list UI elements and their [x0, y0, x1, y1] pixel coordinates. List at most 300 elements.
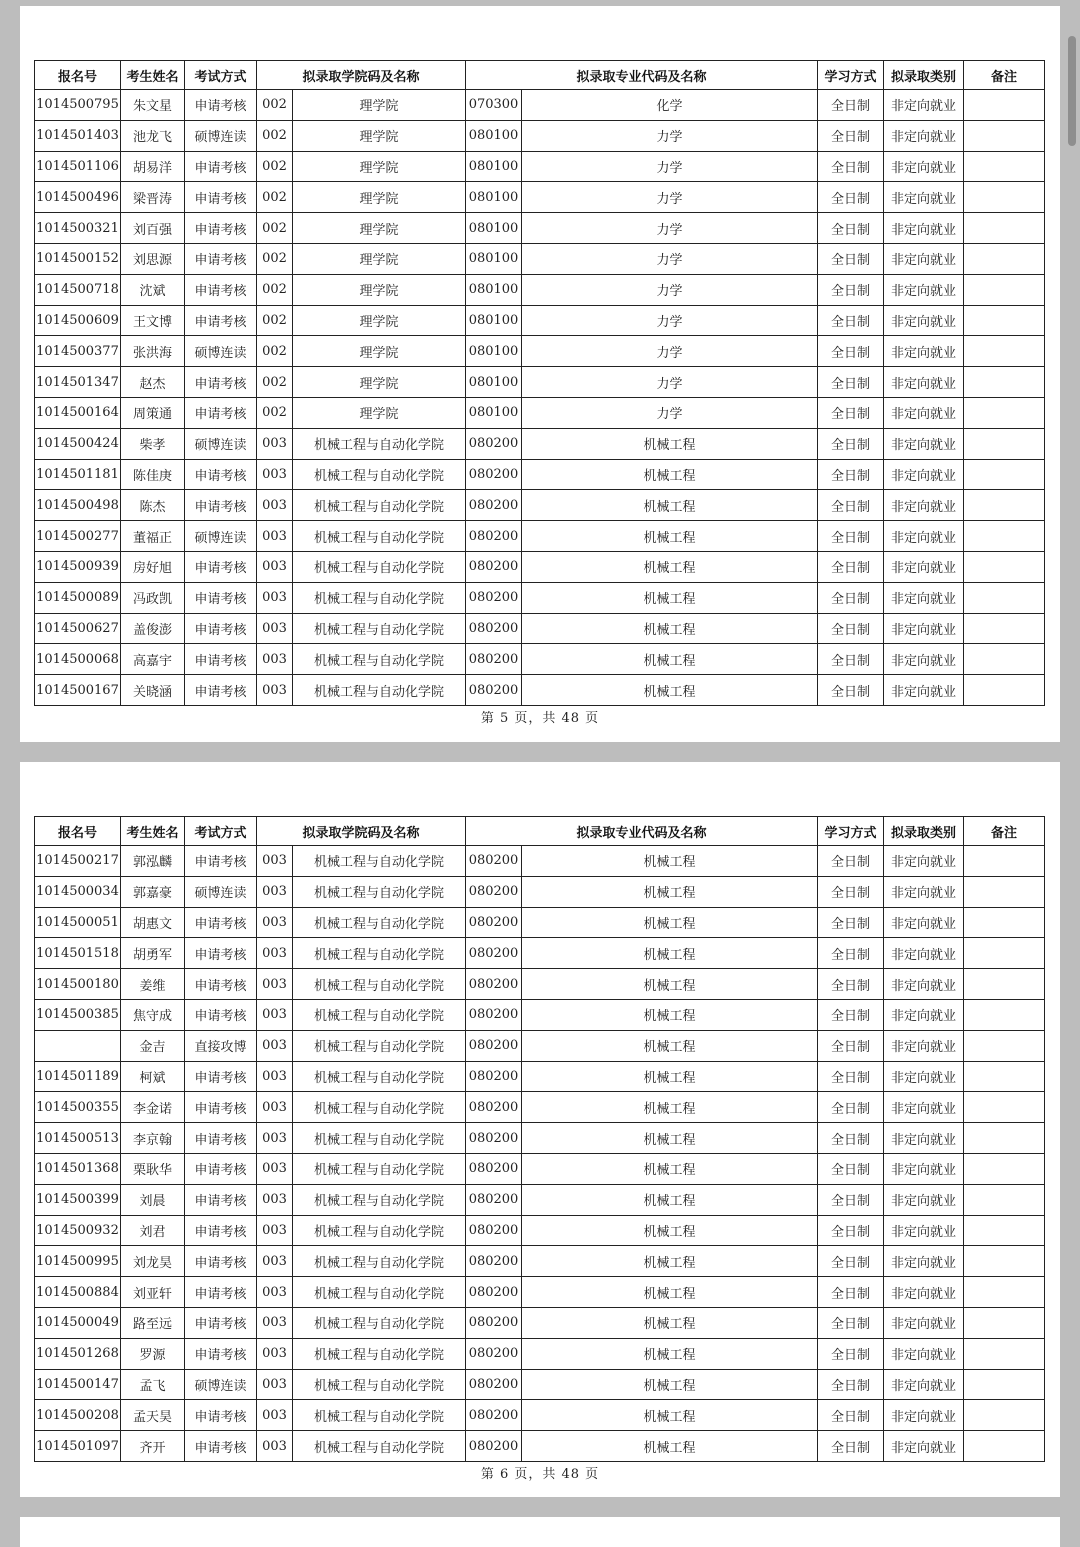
table-row: [35, 151, 1045, 182]
page-footer: 第 5 页，共 48 页: [480, 711, 600, 726]
major-name-cell: 机械工程: [522, 613, 818, 644]
major-code-cell: 080200: [466, 551, 522, 582]
exam-method-cell: 申请考核: [185, 1307, 257, 1338]
major-name-cell: 机械工程: [522, 675, 818, 706]
major-name-cell: 机械工程: [522, 1400, 818, 1431]
admission-category-cell: 非定向就业: [884, 336, 964, 367]
table-row: [35, 1246, 1045, 1277]
remarks-cell: [964, 521, 1045, 552]
college-code-cell: 003: [257, 1092, 293, 1123]
study-mode-cell: 全日制: [818, 999, 884, 1030]
admission-category-cell: 非定向就业: [884, 582, 964, 613]
document-page-5: [20, 6, 1060, 742]
remarks-cell: [964, 367, 1045, 398]
remarks-cell: [964, 459, 1045, 490]
candidate-name-cell: 栗耿华: [121, 1153, 185, 1184]
exam-method-cell: 申请考核: [185, 151, 257, 182]
study-mode-cell: 全日制: [818, 243, 884, 274]
major-name-cell: 力学: [522, 182, 818, 213]
major-name-cell: 机械工程: [522, 907, 818, 938]
remarks-cell: [964, 336, 1045, 367]
exam-method-cell: 硕博连读: [185, 876, 257, 907]
remarks-cell: [964, 151, 1045, 182]
major-name-cell: 机械工程: [522, 846, 818, 877]
remarks-cell: [964, 582, 1045, 613]
major-code-cell: 080200: [466, 907, 522, 938]
remarks-cell: [964, 876, 1045, 907]
table-row: [35, 846, 1045, 877]
table-row: [35, 1338, 1045, 1369]
admission-category-cell: 非定向就业: [884, 1153, 964, 1184]
reg-number-cell: 1014500034: [35, 876, 121, 907]
reg-number-cell: 1014501181: [35, 459, 121, 490]
admission-category-cell: 非定向就业: [884, 876, 964, 907]
college-name-cell: 机械工程与自动化学院: [293, 876, 466, 907]
reg-number-cell: 1014500385: [35, 999, 121, 1030]
college-name-cell: 理学院: [293, 274, 466, 305]
college-name-cell: 机械工程与自动化学院: [293, 1307, 466, 1338]
exam-method-cell: 申请考核: [185, 90, 257, 121]
remarks-cell: [964, 490, 1045, 521]
admission-table-page-6: [34, 816, 1045, 1462]
table-row: [35, 120, 1045, 151]
admission-category-cell: 非定向就业: [884, 274, 964, 305]
reg-number-cell: 1014500609: [35, 305, 121, 336]
reg-number-cell: 1014500355: [35, 1092, 121, 1123]
study-mode-cell: 全日制: [818, 1092, 884, 1123]
major-code-cell: 080100: [466, 243, 522, 274]
remarks-cell: [964, 1369, 1045, 1400]
candidate-name-cell: 齐开: [121, 1431, 185, 1462]
admission-category-cell: 非定向就业: [884, 120, 964, 151]
candidate-name-cell: 孟飞: [121, 1369, 185, 1400]
table-row: [35, 1307, 1045, 1338]
major-code-cell: 080100: [466, 120, 522, 151]
candidate-name-cell: 焦守成: [121, 999, 185, 1030]
admission-category-cell: 非定向就业: [884, 1431, 964, 1462]
exam-method-cell: 硕博连读: [185, 1369, 257, 1400]
reg-number-cell: 1014500217: [35, 846, 121, 877]
candidate-name-cell: 池龙飞: [121, 120, 185, 151]
admission-category-cell: 非定向就业: [884, 644, 964, 675]
candidate-name-cell: 胡勇军: [121, 938, 185, 969]
college-name-cell: 机械工程与自动化学院: [293, 459, 466, 490]
reg-number-cell: 1014500627: [35, 613, 121, 644]
exam-method-cell: 申请考核: [185, 938, 257, 969]
table-row: [35, 907, 1045, 938]
major-code-cell: 080200: [466, 582, 522, 613]
college-code-cell: 002: [257, 182, 293, 213]
major-name-cell: 机械工程: [522, 644, 818, 675]
exam-method-cell: 申请考核: [185, 367, 257, 398]
candidate-name-cell: 金吉: [121, 1030, 185, 1061]
exam-method-cell: 申请考核: [185, 1246, 257, 1277]
college-code-cell: 002: [257, 213, 293, 244]
major-name-cell: 机械工程: [522, 1369, 818, 1400]
remarks-cell: [964, 90, 1045, 121]
reg-number-cell: 1014500180: [35, 969, 121, 1000]
admission-category-cell: 非定向就业: [884, 999, 964, 1030]
exam-method-cell: 硕博连读: [185, 428, 257, 459]
college-code-cell: 003: [257, 459, 293, 490]
reg-number-cell: [35, 1030, 121, 1061]
table-row: [35, 428, 1045, 459]
major-code-cell: 080100: [466, 397, 522, 428]
college-code-cell: 003: [257, 1400, 293, 1431]
study-mode-cell: 全日制: [818, 1369, 884, 1400]
college-code-cell: 002: [257, 120, 293, 151]
admission-category-cell: 非定向就业: [884, 428, 964, 459]
table-row: [35, 243, 1045, 274]
exam-method-cell: 申请考核: [185, 1277, 257, 1308]
study-mode-cell: 全日制: [818, 1307, 884, 1338]
major-name-cell: 力学: [522, 120, 818, 151]
study-mode-cell: 全日制: [818, 876, 884, 907]
remarks-cell: [964, 305, 1045, 336]
college-code-cell: 003: [257, 1338, 293, 1369]
admission-category-cell: 非定向就业: [884, 907, 964, 938]
exam-method-cell: 硕博连读: [185, 336, 257, 367]
college-name-cell: 机械工程与自动化学院: [293, 1215, 466, 1246]
admission-category-cell: 非定向就业: [884, 1369, 964, 1400]
header-exam-method: 考试方式: [185, 61, 257, 90]
college-code-cell: 003: [257, 907, 293, 938]
reg-number-cell: 1014501189: [35, 1061, 121, 1092]
candidate-name-cell: 柴孝: [121, 428, 185, 459]
college-code-cell: 003: [257, 1030, 293, 1061]
major-code-cell: 080200: [466, 876, 522, 907]
college-code-cell: 002: [257, 274, 293, 305]
college-name-cell: 理学院: [293, 367, 466, 398]
candidate-name-cell: 朱文星: [121, 90, 185, 121]
major-code-cell: 080200: [466, 1153, 522, 1184]
table-row: [35, 367, 1045, 398]
college-name-cell: 机械工程与自动化学院: [293, 1184, 466, 1215]
major-name-cell: 机械工程: [522, 1431, 818, 1462]
candidate-name-cell: 冯政凯: [121, 582, 185, 613]
remarks-cell: [964, 1307, 1045, 1338]
exam-method-cell: 申请考核: [185, 182, 257, 213]
college-name-cell: 机械工程与自动化学院: [293, 907, 466, 938]
header-admission-category: 拟录取类别: [884, 61, 964, 90]
admission-category-cell: 非定向就业: [884, 305, 964, 336]
vertical-scrollbar[interactable]: [1068, 36, 1076, 146]
remarks-cell: [964, 999, 1045, 1030]
major-code-cell: 080200: [466, 675, 522, 706]
table-row: [35, 876, 1045, 907]
major-code-cell: 080200: [466, 1030, 522, 1061]
header-college: 拟录取学院码及名称: [257, 61, 466, 90]
study-mode-cell: 全日制: [818, 1338, 884, 1369]
college-code-cell: 003: [257, 876, 293, 907]
exam-method-cell: 直接攻博: [185, 1030, 257, 1061]
major-code-cell: 080200: [466, 999, 522, 1030]
college-code-cell: 003: [257, 1215, 293, 1246]
college-code-cell: 003: [257, 551, 293, 582]
major-code-cell: 080200: [466, 1369, 522, 1400]
study-mode-cell: 全日制: [818, 1246, 884, 1277]
candidate-name-cell: 沈斌: [121, 274, 185, 305]
reg-number-cell: 1014500884: [35, 1277, 121, 1308]
candidate-name-cell: 陈杰: [121, 490, 185, 521]
admission-category-cell: 非定向就业: [884, 969, 964, 1000]
admission-category-cell: 非定向就业: [884, 459, 964, 490]
remarks-cell: [964, 1277, 1045, 1308]
candidate-name-cell: 李金诺: [121, 1092, 185, 1123]
candidate-name-cell: 路至远: [121, 1307, 185, 1338]
major-code-cell: 080200: [466, 1431, 522, 1462]
major-code-cell: 080200: [466, 1338, 522, 1369]
college-name-cell: 理学院: [293, 305, 466, 336]
remarks-cell: [964, 213, 1045, 244]
study-mode-cell: 全日制: [818, 305, 884, 336]
reg-number-cell: 1014500939: [35, 551, 121, 582]
study-mode-cell: 全日制: [818, 938, 884, 969]
remarks-cell: [964, 397, 1045, 428]
admission-category-cell: 非定向就业: [884, 1184, 964, 1215]
admission-category-cell: 非定向就业: [884, 90, 964, 121]
college-name-cell: 理学院: [293, 336, 466, 367]
table-row: [35, 1400, 1045, 1431]
header-candidate-name: 考生姓名: [121, 61, 185, 90]
remarks-cell: [964, 1184, 1045, 1215]
candidate-name-cell: 刘龙昊: [121, 1246, 185, 1277]
major-name-cell: 力学: [522, 243, 818, 274]
table-row: [35, 582, 1045, 613]
admission-category-cell: 非定向就业: [884, 1215, 964, 1246]
major-name-cell: 机械工程: [522, 459, 818, 490]
admission-table-page-5: [34, 60, 1045, 706]
study-mode-cell: 全日制: [818, 675, 884, 706]
college-code-cell: 003: [257, 969, 293, 1000]
major-code-cell: 080200: [466, 1246, 522, 1277]
study-mode-cell: 全日制: [818, 397, 884, 428]
college-code-cell: 003: [257, 999, 293, 1030]
college-name-cell: 机械工程与自动化学院: [293, 1123, 466, 1154]
major-code-cell: 080100: [466, 336, 522, 367]
major-code-cell: 080200: [466, 1215, 522, 1246]
candidate-name-cell: 刘亚轩: [121, 1277, 185, 1308]
remarks-cell: [964, 1215, 1045, 1246]
college-name-cell: 机械工程与自动化学院: [293, 1061, 466, 1092]
college-name-cell: 机械工程与自动化学院: [293, 613, 466, 644]
reg-number-cell: 1014500377: [35, 336, 121, 367]
college-code-cell: 003: [257, 1277, 293, 1308]
exam-method-cell: 申请考核: [185, 675, 257, 706]
college-code-cell: 003: [257, 644, 293, 675]
college-name-cell: 机械工程与自动化学院: [293, 1030, 466, 1061]
admission-category-cell: 非定向就业: [884, 1123, 964, 1154]
candidate-name-cell: 姜维: [121, 969, 185, 1000]
admission-category-cell: 非定向就业: [884, 1246, 964, 1277]
exam-method-cell: 申请考核: [185, 1153, 257, 1184]
reg-number-cell: 1014500718: [35, 274, 121, 305]
table-row: [35, 1061, 1045, 1092]
document-page-7-top: [20, 1517, 1060, 1547]
exam-method-cell: 申请考核: [185, 551, 257, 582]
header-registration-number: 报名号: [35, 817, 121, 846]
exam-method-cell: 申请考核: [185, 274, 257, 305]
candidate-name-cell: 刘君: [121, 1215, 185, 1246]
college-name-cell: 机械工程与自动化学院: [293, 1246, 466, 1277]
candidate-name-cell: 胡易洋: [121, 151, 185, 182]
major-name-cell: 机械工程: [522, 1123, 818, 1154]
college-name-cell: 机械工程与自动化学院: [293, 938, 466, 969]
reg-number-cell: 1014500068: [35, 644, 121, 675]
table-row: [35, 675, 1045, 706]
remarks-cell: [964, 1061, 1045, 1092]
header-exam-method: 考试方式: [185, 817, 257, 846]
exam-method-cell: 硕博连读: [185, 521, 257, 552]
reg-number-cell: 1014500399: [35, 1184, 121, 1215]
reg-number-cell: 1014500208: [35, 1400, 121, 1431]
candidate-name-cell: 董福正: [121, 521, 185, 552]
table-row: [35, 182, 1045, 213]
exam-method-cell: 申请考核: [185, 459, 257, 490]
major-name-cell: 机械工程: [522, 938, 818, 969]
college-code-cell: 002: [257, 151, 293, 182]
college-name-cell: 机械工程与自动化学院: [293, 582, 466, 613]
header-study-mode: 学习方式: [818, 61, 884, 90]
major-name-cell: 机械工程: [522, 876, 818, 907]
reg-number-cell: 1014500277: [35, 521, 121, 552]
exam-method-cell: 申请考核: [185, 1061, 257, 1092]
remarks-cell: [964, 1400, 1045, 1431]
admission-category-cell: 非定向就业: [884, 1061, 964, 1092]
college-name-cell: 机械工程与自动化学院: [293, 999, 466, 1030]
major-code-cell: 080200: [466, 1123, 522, 1154]
candidate-name-cell: 孟天昊: [121, 1400, 185, 1431]
study-mode-cell: 全日制: [818, 459, 884, 490]
header-remarks: 备注: [964, 61, 1045, 90]
major-code-cell: 080200: [466, 1277, 522, 1308]
exam-method-cell: 申请考核: [185, 969, 257, 1000]
college-code-cell: 002: [257, 367, 293, 398]
major-name-cell: 力学: [522, 213, 818, 244]
reg-number-cell: 1014500932: [35, 1215, 121, 1246]
reg-number-cell: 1014501403: [35, 120, 121, 151]
major-name-cell: 机械工程: [522, 969, 818, 1000]
major-code-cell: 080100: [466, 305, 522, 336]
table-row: [35, 938, 1045, 969]
reg-number-cell: 1014500147: [35, 1369, 121, 1400]
major-name-cell: 化学: [522, 90, 818, 121]
table-header-row: [35, 817, 1045, 846]
study-mode-cell: 全日制: [818, 367, 884, 398]
remarks-cell: [964, 907, 1045, 938]
admission-category-cell: 非定向就业: [884, 675, 964, 706]
candidate-name-cell: 郭泓麟: [121, 846, 185, 877]
study-mode-cell: 全日制: [818, 182, 884, 213]
table-row: [35, 644, 1045, 675]
remarks-cell: [964, 1246, 1045, 1277]
college-name-cell: 机械工程与自动化学院: [293, 428, 466, 459]
college-name-cell: 机械工程与自动化学院: [293, 1092, 466, 1123]
candidate-name-cell: 张洪海: [121, 336, 185, 367]
header-college: 拟录取学院码及名称: [257, 817, 466, 846]
admission-category-cell: 非定向就业: [884, 846, 964, 877]
table-body: [35, 846, 1045, 1462]
major-code-cell: 080200: [466, 938, 522, 969]
admission-category-cell: 非定向就业: [884, 397, 964, 428]
major-code-cell: 080200: [466, 613, 522, 644]
remarks-cell: [964, 274, 1045, 305]
study-mode-cell: 全日制: [818, 969, 884, 1000]
remarks-cell: [964, 1431, 1045, 1462]
candidate-name-cell: 王文博: [121, 305, 185, 336]
exam-method-cell: 申请考核: [185, 1123, 257, 1154]
major-code-cell: 070300: [466, 90, 522, 121]
college-code-cell: 002: [257, 305, 293, 336]
major-name-cell: 力学: [522, 336, 818, 367]
table-row: [35, 1092, 1045, 1123]
major-code-cell: 080200: [466, 969, 522, 1000]
college-code-cell: 003: [257, 490, 293, 521]
table-row: [35, 999, 1045, 1030]
study-mode-cell: 全日制: [818, 582, 884, 613]
reg-number-cell: 1014500995: [35, 1246, 121, 1277]
study-mode-cell: 全日制: [818, 274, 884, 305]
college-code-cell: 003: [257, 1246, 293, 1277]
candidate-name-cell: 房好旭: [121, 551, 185, 582]
exam-method-cell: 申请考核: [185, 582, 257, 613]
study-mode-cell: 全日制: [818, 907, 884, 938]
college-code-cell: 003: [257, 1431, 293, 1462]
major-name-cell: 机械工程: [522, 999, 818, 1030]
reg-number-cell: 1014500164: [35, 397, 121, 428]
exam-method-cell: 申请考核: [185, 305, 257, 336]
exam-method-cell: 申请考核: [185, 1215, 257, 1246]
exam-method-cell: 申请考核: [185, 1092, 257, 1123]
major-code-cell: 080200: [466, 1307, 522, 1338]
table-body: [35, 90, 1045, 706]
college-code-cell: 003: [257, 521, 293, 552]
reg-number-cell: 1014500152: [35, 243, 121, 274]
college-code-cell: 003: [257, 1184, 293, 1215]
major-name-cell: 机械工程: [522, 582, 818, 613]
candidate-name-cell: 盖俊澎: [121, 613, 185, 644]
admission-category-cell: 非定向就业: [884, 1338, 964, 1369]
college-name-cell: 机械工程与自动化学院: [293, 1369, 466, 1400]
table-header-row: [35, 61, 1045, 90]
table-row: [35, 397, 1045, 428]
major-name-cell: 机械工程: [522, 1215, 818, 1246]
major-code-cell: 080200: [466, 459, 522, 490]
candidate-name-cell: 陈佳庚: [121, 459, 185, 490]
exam-method-cell: 申请考核: [185, 999, 257, 1030]
remarks-cell: [964, 1153, 1045, 1184]
major-name-cell: 机械工程: [522, 428, 818, 459]
document-page-6: [20, 762, 1060, 1497]
college-code-cell: 003: [257, 582, 293, 613]
header-study-mode: 学习方式: [818, 817, 884, 846]
college-name-cell: 机械工程与自动化学院: [293, 1338, 466, 1369]
study-mode-cell: 全日制: [818, 1215, 884, 1246]
admission-category-cell: 非定向就业: [884, 1400, 964, 1431]
remarks-cell: [964, 613, 1045, 644]
college-code-cell: 003: [257, 1061, 293, 1092]
major-name-cell: 机械工程: [522, 1153, 818, 1184]
study-mode-cell: 全日制: [818, 644, 884, 675]
candidate-name-cell: 高嘉宇: [121, 644, 185, 675]
major-name-cell: 机械工程: [522, 521, 818, 552]
major-code-cell: 080200: [466, 428, 522, 459]
exam-method-cell: 申请考核: [185, 213, 257, 244]
exam-method-cell: 申请考核: [185, 490, 257, 521]
major-code-cell: 080200: [466, 521, 522, 552]
study-mode-cell: 全日制: [818, 846, 884, 877]
college-code-cell: 003: [257, 675, 293, 706]
